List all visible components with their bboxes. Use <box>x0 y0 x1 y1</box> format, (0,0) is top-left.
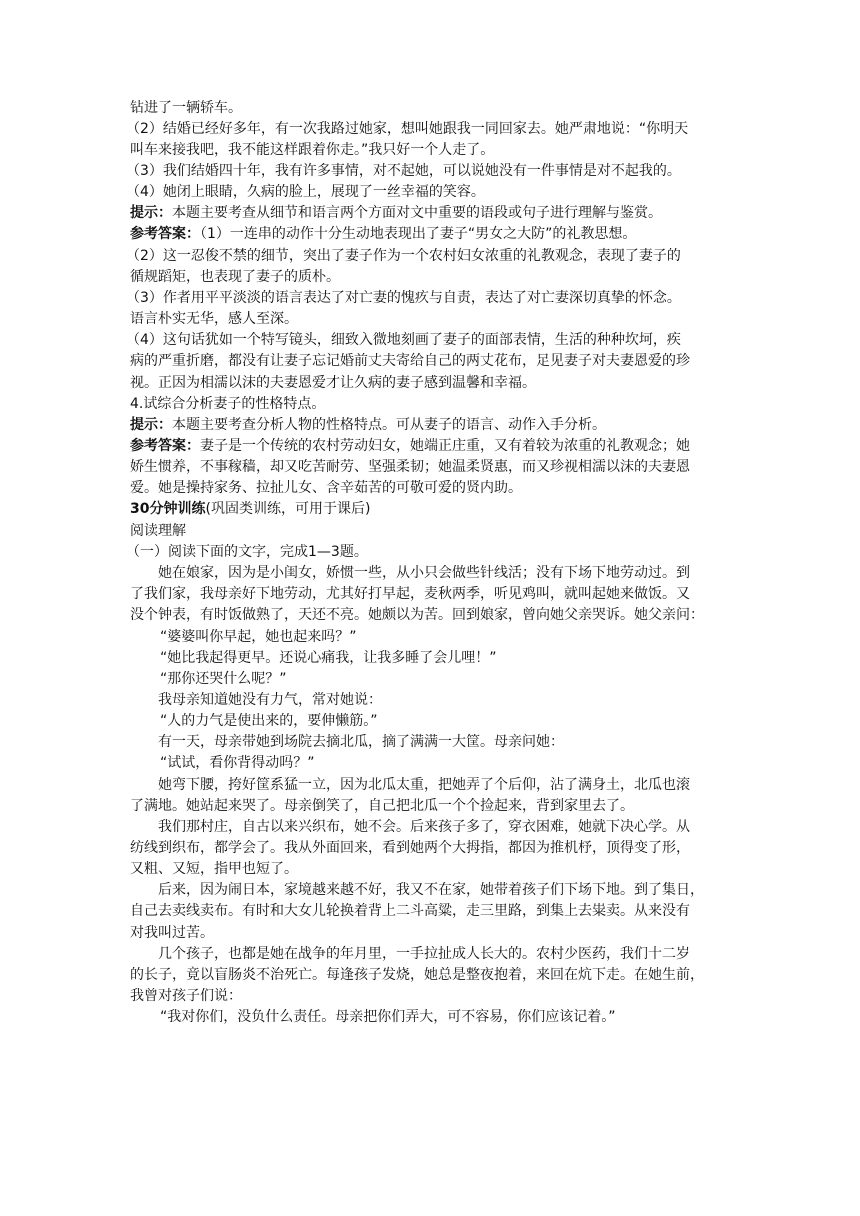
text-line: 娇生惯养，不事稼穑，却又吃苦耐劳、坚强柔韧；她温柔贤惠，而又珍视相濡以沫的夫妻恩 <box>130 459 690 475</box>
passage-line: “婆婆叫你早起，她也起来吗？” <box>160 629 357 645</box>
text-line: （2）这一忍俊不禁的细节，突出了妻子作为一个农村妇女浓重的礼教观念，表现了妻子的 <box>126 248 681 264</box>
passage-line: 了我们家，我母亲好下地劳动，尤其好打早起，麦秋两季，听见鸡叫，就叫起她来做饭。又 <box>130 586 690 602</box>
passage-line: 我母亲知道她没有力气，常对她说： <box>158 692 382 708</box>
passage-line: 了满地。她站起来哭了。母亲倒笑了，自己把北瓜一个个捡起来，背到家里去了。 <box>130 798 634 814</box>
text-line: （4）她闭上眼睛，久病的脸上，展现了一丝幸福的笑容。 <box>126 184 485 200</box>
passage-line: 后来，因为闹日本，家境越来越不好，我又不在家，她带着孩子们下场下地。到了集日， <box>158 882 704 898</box>
text-line: 循规蹈矩，也表现了妻子的质朴。 <box>130 269 340 285</box>
passage-instruction: （一）阅读下面的文字，完成1—3题。 <box>126 544 368 560</box>
hint-line: 提示：本题主要考查分析人物的性格特点。可从妻子的语言、动作入手分析。 <box>130 417 606 433</box>
passage-line: “她比我起得更早。还说心痛我，让我多睡了会儿哩！” <box>160 650 497 666</box>
section-heading: 30分钟训练(巩固类训练，可用于课后) <box>130 501 371 517</box>
passage-line: 自己去卖线卖布。有时和大女儿轮换着背上二斗高粱，走三里路，到集上去粜卖。从来没有 <box>130 903 690 919</box>
passage-line: 几个孩子，也都是她在战争的年月里，一手拉扯成人长大的。农村少医药，我们十二岁 <box>158 946 690 962</box>
subsection-heading: 阅读理解 <box>130 523 186 539</box>
answer-line: 参考答案：（1）一连串的动作十分生动地表现出了妻子“男女之大防”的礼教思想。 <box>130 226 637 242</box>
passage-line: 有一天，母亲带她到场院去摘北瓜，摘了满满一大筐。母亲问她： <box>158 734 564 750</box>
passage-line: 我曾对孩子们说： <box>130 988 242 1004</box>
passage-line: “人的力气是使出来的，要伸懒筋。” <box>160 713 378 729</box>
question-line: 4.试综合分析妻子的性格特点。 <box>130 396 326 412</box>
text-line: 视。正因为相濡以沫的夫妻恩爱才让久病的妻子感到温馨和幸福。 <box>130 375 536 391</box>
hint-line: 提示：本题主要考查从细节和语言两个方面对文中重要的语段或句子进行理解与鉴赏。 <box>130 205 662 221</box>
passage-line: 她在娘家，因为是小闺女，娇惯一些，从小只会做些针线活；没有下场下地劳动过。到 <box>158 565 690 581</box>
passage-line: 纺线到织布，都学会了。我从外面回来，看到她两个大拇指，都因为推机杼，顶得变了形， <box>130 840 690 856</box>
passage-line: “那你还哭什么呢？” <box>160 671 287 687</box>
passage-line: 对我叫过苦。 <box>130 925 214 941</box>
text-line: （3）作者用平平淡淡的语言表达了对亡妻的愧疚与自责，表达了对亡妻深切真挚的怀念。 <box>126 290 681 306</box>
text-line: （4）这句话犹如一个特写镜头，细致入微地刻画了妻子的面部表情，生活的种种坎坷，疾 <box>126 332 681 348</box>
passage-line: 她弯下腰，挎好筐系猛一立，因为北瓜太重，把她弄了个后仰，沾了满身土，北瓜也滚 <box>158 777 690 793</box>
passage-line: “我对你们，没负什么责任。母亲把你们弄大，可不容易，你们应该记着。” <box>160 1009 616 1025</box>
passage-line: 又粗、又短，指甲也短了。 <box>130 861 298 877</box>
answer-line: 参考答案：妻子是一个传统的农村劳动妇女，她端正庄重，又有着较为浓重的礼教观念；她 <box>130 438 690 454</box>
text-line: 叫车来接我吧，我不能这样跟着你走。”我只好一个人走了。 <box>130 142 495 158</box>
text-line: 语言朴实无华，感人至深。 <box>130 311 298 327</box>
text-line: 病的严重折磨，都没有让妻子忘记婚前丈夫寄给自己的两丈花布，足见妻子对夫妻恩爱的珍 <box>130 353 690 369</box>
passage-line: 没个钟表，有时饭做熟了，天还不亮。她颇以为苦。回到娘家，曾向她父亲哭诉。她父亲问： <box>130 607 704 623</box>
text-line: （3）我们结婚四十年，我有许多事情，对不起她，可以说她没有一件事情是对不起我的。 <box>126 163 681 179</box>
text-line: 钻进了一辆轿车。 <box>130 100 242 116</box>
text-line: （2）结婚已经好多年，有一次我路过她家，想叫她跟我一同回家去。她严肃地说：“你明天 <box>126 121 689 137</box>
text-line: 爱。她是操持家务、拉扯儿女、含辛茹苦的可敬可爱的贤内助。 <box>130 480 522 496</box>
passage-line: “试试，看你背得动吗？” <box>160 755 315 771</box>
passage-line: 的长子，竟以盲肠炎不治死亡。每逢孩子发烧，她总是整夜抱着，来回在炕下走。在她生前， <box>130 967 704 983</box>
passage-line: 我们那村庄，自古以来兴织布，她不会。后来孩子多了，穿衣困难，她就下决心学。从 <box>158 819 690 835</box>
